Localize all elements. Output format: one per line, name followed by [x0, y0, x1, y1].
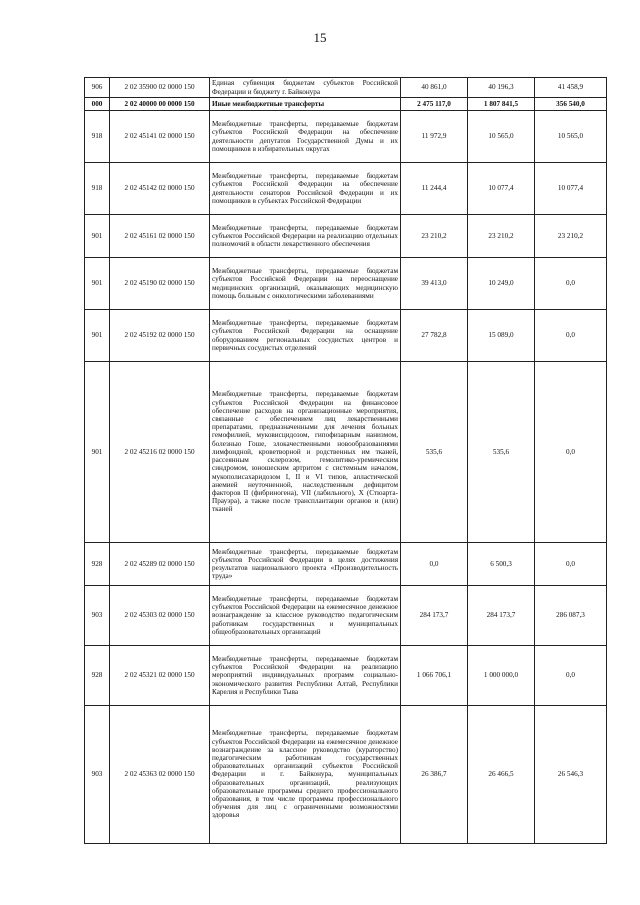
- amount-year3-cell: 356 540,0: [535, 98, 607, 111]
- table-row: [85, 646, 607, 706]
- revenue-name-cell: Межбюджетные трансферты, передаваемые бюджетам субъектов Российской Федерации на ежемесячное денежное вознаграждение за классное руководство педагогическим работникам государственных и муниципальных общеобразовательных организаций: [210, 586, 401, 646]
- page-number: 15: [313, 30, 327, 45]
- amount-year2-cell: 535,6: [468, 362, 535, 543]
- amount-year2-cell: 10 249,0: [468, 258, 535, 310]
- amount-year1-cell: 1 066 706,1: [401, 646, 468, 706]
- amount-year3-cell: 0,0: [535, 362, 607, 543]
- amount-year3-cell: 41 458,9: [535, 78, 607, 98]
- revenue-name-cell: Межбюджетные трансферты, передаваемые бюджетам субъектов Российской Федерации на оснащение оборудованием региональных сосудистых центров и первичных сосудистых отделений: [210, 310, 401, 362]
- amount-year3-cell: 0,0: [535, 646, 607, 706]
- amount-year1-cell: 39 413,0: [401, 258, 468, 310]
- amount-year2-cell: 6 500,3: [468, 543, 535, 586]
- amount-year2-cell: 15 089,0: [468, 310, 535, 362]
- amount-year3-cell: 23 210,2: [535, 215, 607, 258]
- revenue-name-cell: Межбюджетные трансферты, передаваемые бюджетам субъектов Российской Федерации на обеспечение деятельности депутатов Государственной Думы и их помощников в избирательных округах: [210, 111, 401, 163]
- amount-year1-cell: 535,6: [401, 362, 468, 543]
- amount-year3-cell: 0,0: [535, 310, 607, 362]
- admin-code-cell: 928: [85, 646, 110, 706]
- table-row: [85, 98, 607, 111]
- amount-year2-cell: 1 000 000,0: [468, 646, 535, 706]
- table-row: [85, 543, 607, 586]
- amount-year3-cell: 10 077,4: [535, 163, 607, 215]
- amount-year2-cell: 10 077,4: [468, 163, 535, 215]
- amount-year3-cell: 26 546,3: [535, 706, 607, 844]
- amount-year2-cell: 40 196,3: [468, 78, 535, 98]
- table-row: [85, 310, 607, 362]
- revenue-name-cell: Межбюджетные трансферты, передаваемые бюджетам субъектов Российской Федерации на ежемесячное денежное вознаграждение за классное руководство (кураторство) педагогическим работникам государственных образовательных организаций субъектов Российской Федерации и г. Байконура, муниципальных образовательных организаций, реализующих образовательные программы среднего профессионального образования, в том числе программы профессионального обучения для лиц с ограниченными возможностями здоровья: [210, 706, 401, 844]
- amount-year3-cell: 0,0: [535, 543, 607, 586]
- table-row: [85, 362, 607, 543]
- amount-year1-cell: 26 386,7: [401, 706, 468, 844]
- admin-code-cell: 901: [85, 258, 110, 310]
- revenue-name-cell: Межбюджетные трансферты, передаваемые бюджетам субъектов Российской Федерации на обеспечение деятельности сенаторов Российской Федерации и их помощников в субъектах Российской Федерации: [210, 163, 401, 215]
- table-row: [85, 215, 607, 258]
- admin-code-cell: 901: [85, 310, 110, 362]
- amount-year2-cell: 26 466,5: [468, 706, 535, 844]
- budget-code-cell: 2 02 35900 02 0000 150: [110, 78, 210, 98]
- admin-code-cell: 903: [85, 706, 110, 844]
- amount-year3-cell: 286 087,3: [535, 586, 607, 646]
- revenue-name-cell: Единая субвенция бюджетам субъектов Российской Федерации и бюджету г. Байконура: [210, 78, 401, 98]
- admin-code-cell: 901: [85, 215, 110, 258]
- table-row: [85, 163, 607, 215]
- budget-code-cell: 2 02 45363 02 0000 150: [110, 706, 210, 844]
- amount-year1-cell: 27 782,8: [401, 310, 468, 362]
- table-row: [85, 78, 607, 98]
- budget-code-cell: 2 02 40000 00 0000 150: [110, 98, 210, 111]
- budget-code-cell: 2 02 45321 02 0000 150: [110, 646, 210, 706]
- amount-year2-cell: 284 173,7: [468, 586, 535, 646]
- table-row: [85, 111, 607, 163]
- budget-code-cell: 2 02 45216 02 0000 150: [110, 362, 210, 543]
- revenue-name-cell: Межбюджетные трансферты, передаваемые бюджетам субъектов Российской Федерации на реализацию мероприятий индивидуальных программ социально-экономического развития Республики Алтай, Республики Карелия и Республики Тыва: [210, 646, 401, 706]
- table-row: [85, 258, 607, 310]
- budget-code-cell: 2 02 45141 02 0000 150: [110, 111, 210, 163]
- table-row: [85, 586, 607, 646]
- amount-year1-cell: 2 475 117,0: [401, 98, 468, 111]
- amount-year1-cell: 0,0: [401, 543, 468, 586]
- admin-code-cell: 903: [85, 586, 110, 646]
- admin-code-cell: 906: [85, 78, 110, 98]
- budget-table: [84, 77, 607, 844]
- admin-code-cell: 928: [85, 543, 110, 586]
- budget-code-cell: 2 02 45142 02 0000 150: [110, 163, 210, 215]
- admin-code-cell: 918: [85, 163, 110, 215]
- revenue-name-cell: Межбюджетные трансферты, передаваемые бюджетам субъектов Российской Федерации на переоснащение медицинских организаций, оказывающих медицинскую помощь больным с онкологическими заболеваниями: [210, 258, 401, 310]
- budget-code-cell: 2 02 45303 02 0000 150: [110, 586, 210, 646]
- admin-code-cell: 901: [85, 362, 110, 543]
- amount-year1-cell: 23 210,2: [401, 215, 468, 258]
- amount-year3-cell: 0,0: [535, 258, 607, 310]
- revenue-name-cell: Межбюджетные трансферты, передаваемые бюджетам субъектов Российской Федерации в целях достижения результатов национального проекта «Производительность труда»: [210, 543, 401, 586]
- table-body: [85, 78, 607, 844]
- admin-code-cell: 000: [85, 98, 110, 111]
- budget-code-cell: 2 02 45289 02 0000 150: [110, 543, 210, 586]
- budget-code-cell: 2 02 45190 02 0000 150: [110, 258, 210, 310]
- amount-year1-cell: 284 173,7: [401, 586, 468, 646]
- revenue-name-cell: Межбюджетные трансферты, передаваемые бюджетам субъектов Российской Федерации на реализацию отдельных полномочий в области лекарственного обеспечения: [210, 215, 401, 258]
- budget-code-cell: 2 02 45161 02 0000 150: [110, 215, 210, 258]
- amount-year2-cell: 23 210,2: [468, 215, 535, 258]
- table-row: [85, 706, 607, 844]
- amount-year1-cell: 11 244,4: [401, 163, 468, 215]
- amount-year2-cell: 1 807 841,5: [468, 98, 535, 111]
- amount-year1-cell: 40 861,0: [401, 78, 468, 98]
- budget-code-cell: 2 02 45192 02 0000 150: [110, 310, 210, 362]
- amount-year3-cell: 10 565,0: [535, 111, 607, 163]
- amount-year2-cell: 10 565,0: [468, 111, 535, 163]
- admin-code-cell: 918: [85, 111, 110, 163]
- revenue-name-cell: Межбюджетные трансферты, передаваемые бюджетам субъектов Российской Федерации на финансовое обеспечение расходов на организационные мероприятия, связанные с обеспечением лиц лекарственными препаратами, предназначенными для лечения больных гемофилией, муковисцидозом, гипофизарным нанизмом, болезнью Гоше, злокачественными новообразованиями лимфоидной, кроветворной и родственных им тканей, рассеянным склерозом, гемолитико-уремическим синдромом, юношеским артритом с системным началом, мукополисахаридозом I, II и VI типов, апластической анемией неуточненной, наследственным дефицитом факторов II (фибриногена), VII (лабильного), X (Стюарта-Прауэра), а также после трансплантации органов и (или) тканей: [210, 362, 401, 543]
- revenue-name-cell: Иные межбюджетные трансферты: [210, 98, 401, 111]
- amount-year1-cell: 11 972,9: [401, 111, 468, 163]
